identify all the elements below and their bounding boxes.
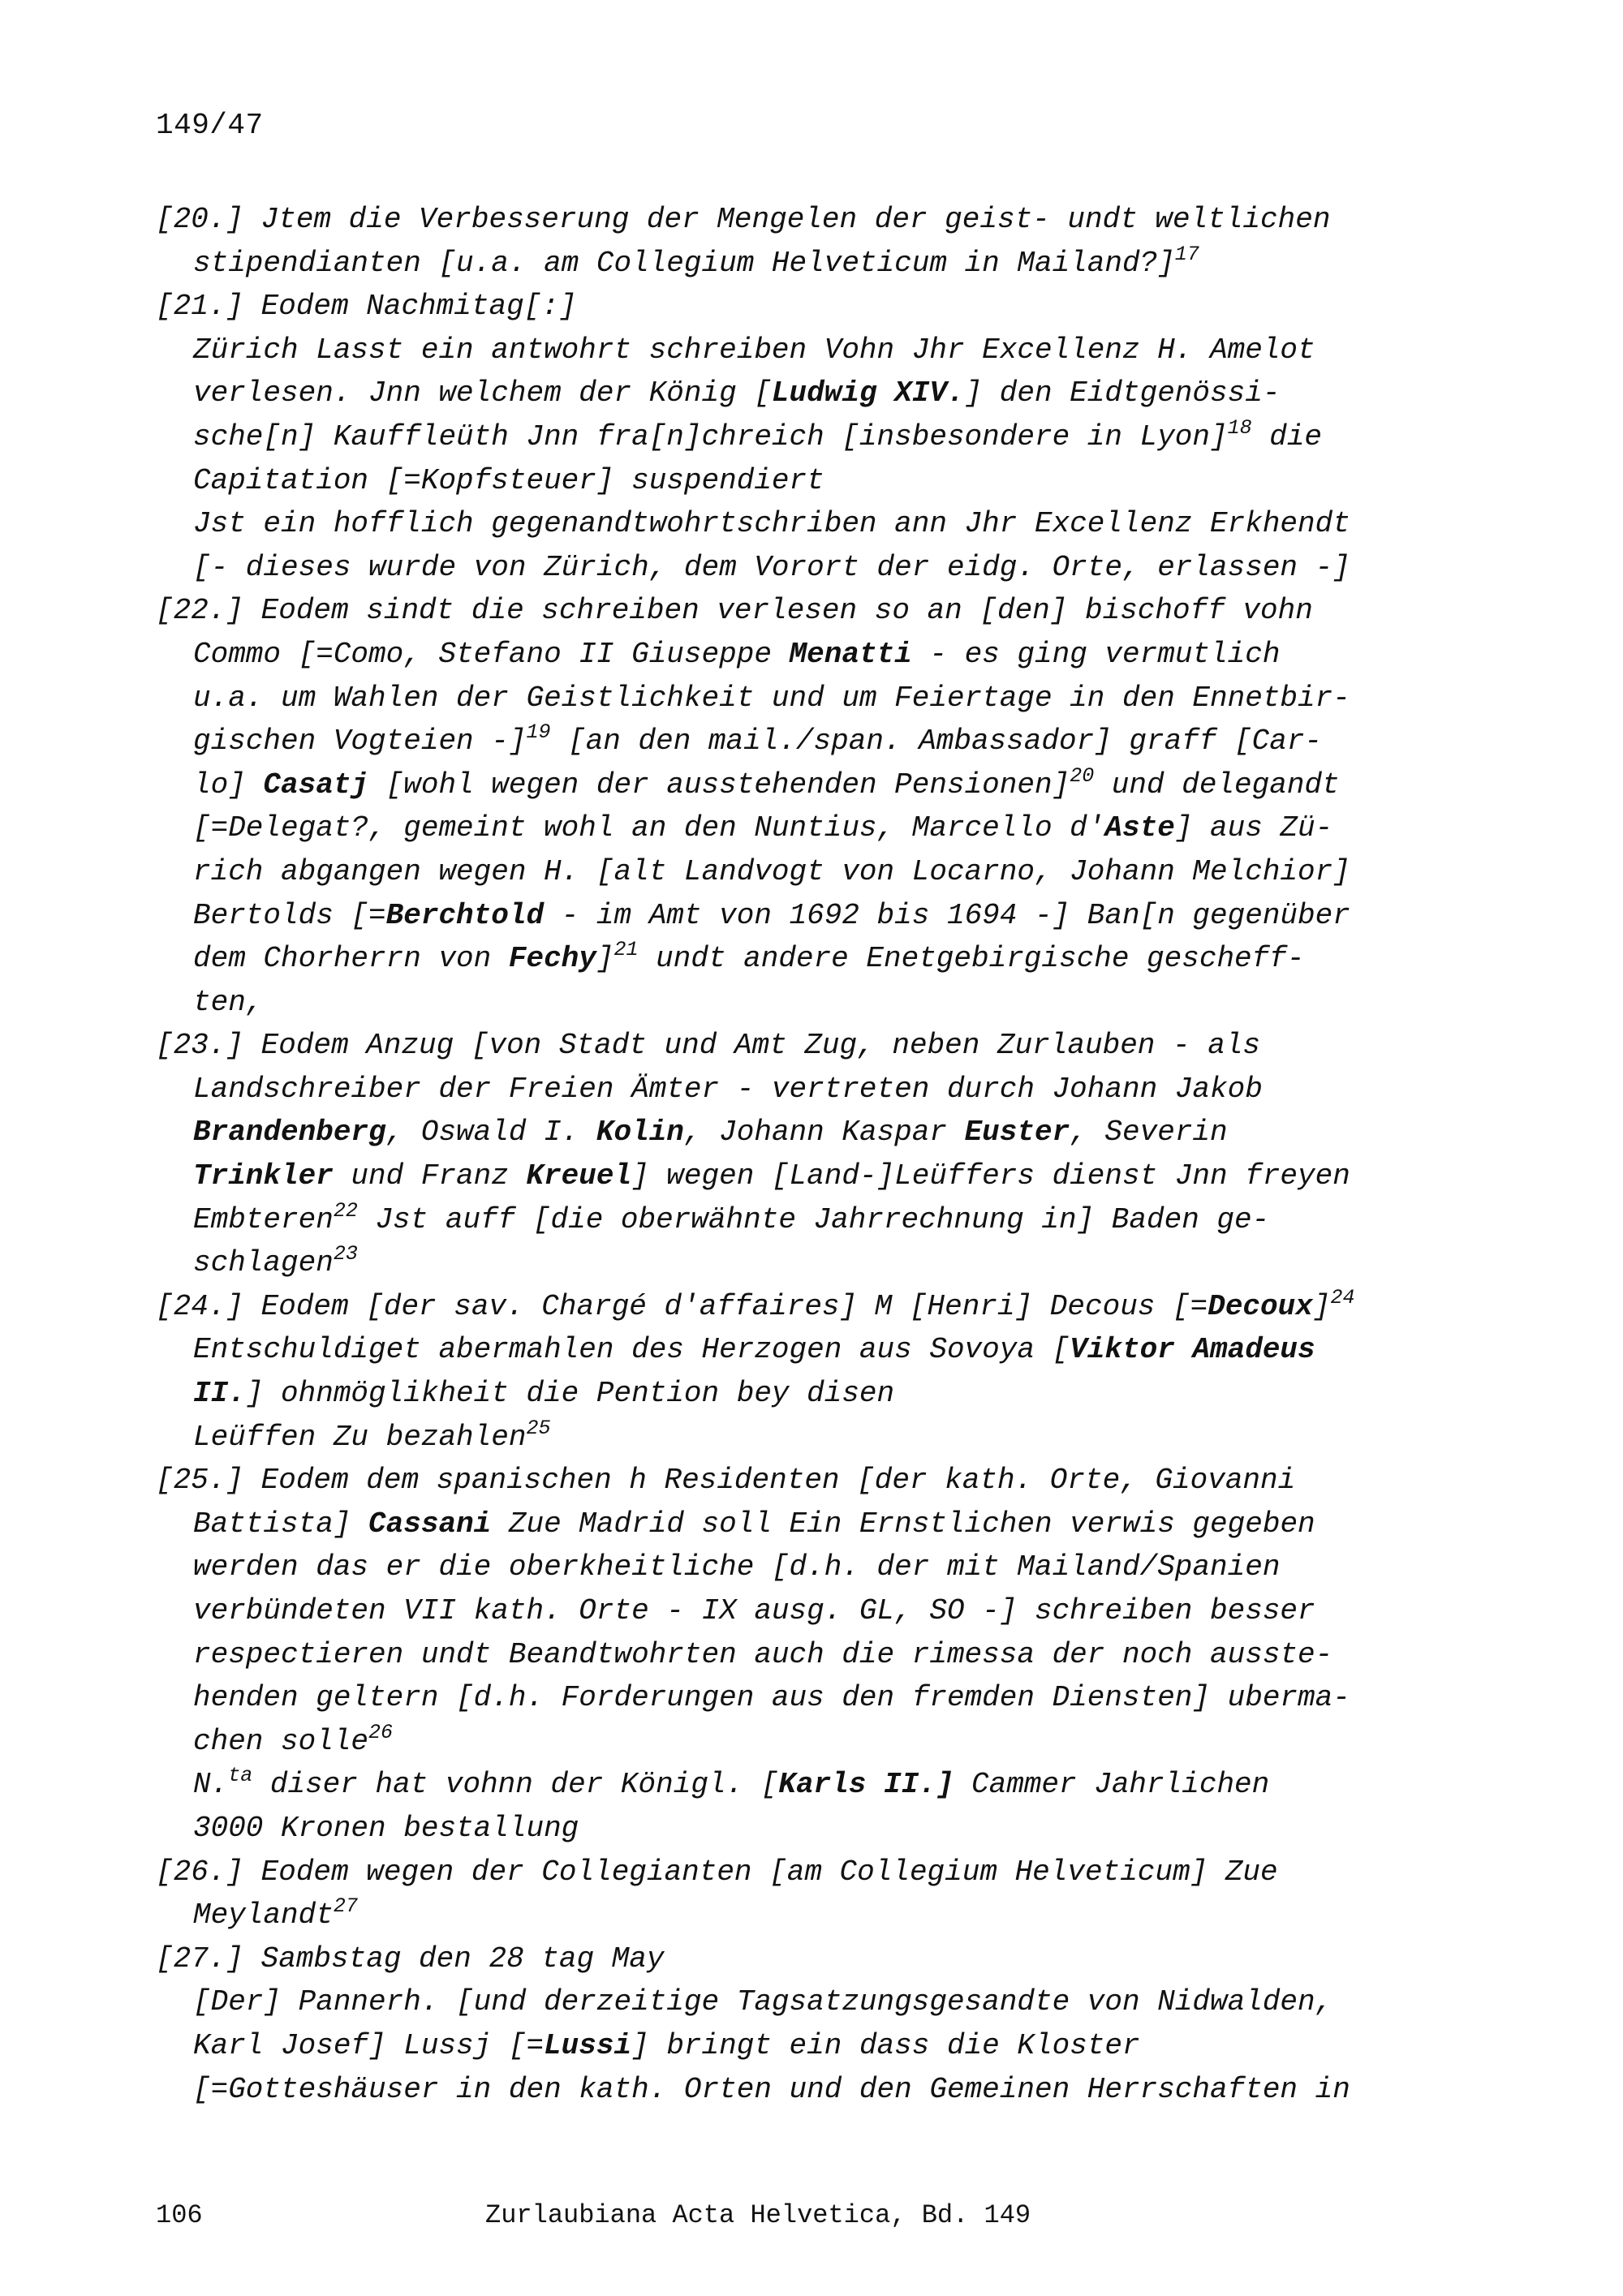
- text-segment: Landschreiber der Freien Ämter - vertreten durch Johann Jakob: [193, 1072, 1263, 1106]
- text-line: [156, 589, 1422, 633]
- text-segment: und delegandt: [1094, 767, 1340, 802]
- text-segment: gischen Vogteien -]: [193, 724, 527, 759]
- text-line: [156, 1328, 1422, 1372]
- text-line: [156, 1546, 1422, 1589]
- text-segment: [an den mail./span. Ambassador] graff [Car-: [550, 724, 1323, 759]
- text-segment: ten,: [193, 985, 264, 1019]
- text-segment: Jst auff [die oberwähnte Jahrrechnung in] Baden ge-: [357, 1202, 1270, 1236]
- text-segment: [26.] Eodem wegen der Collegianten [am Collegium Helveticum] Zue: [156, 1855, 1278, 1889]
- text-line: [156, 1676, 1422, 1720]
- text-segment: - im Amt von 1692 bis 1694 -] Ban[n gegenüber: [544, 898, 1350, 932]
- text-line: [156, 1851, 1422, 1894]
- text-line: [156, 1416, 1422, 1460]
- text-segment: werden das er die oberkheitliche [d.h. der mit Mailand/Spanien: [193, 1550, 1281, 1584]
- text-segment: ]: [1312, 1289, 1331, 1323]
- text-segment: stipendianten [u.a. am Collegium Helveticum in Mailand?]: [193, 246, 1175, 280]
- text-segment: Karl Josef] Lussj [=: [193, 2028, 545, 2062]
- text-segment: - es ging vermutlich: [911, 637, 1281, 671]
- text-segment: Commo [=Como, Stefano II Giuseppe: [193, 637, 790, 671]
- bold-name: Karls II.]: [778, 1768, 954, 1802]
- text-line: [156, 1589, 1422, 1633]
- text-segment: ]: [596, 942, 614, 976]
- text-segment: verbündeten VII kath. Orte - IX ausg. GL, SO -] schreiben besser: [193, 1594, 1315, 1627]
- text-line: [156, 1111, 1422, 1154]
- text-line: [156, 894, 1422, 938]
- text-line: [156, 1068, 1422, 1111]
- text-segment: schlagen: [193, 1246, 334, 1280]
- text-line: [156, 1154, 1422, 1198]
- footnote-ref: 23: [333, 1242, 358, 1266]
- text-segment: [=Gotteshäuser in den kath. Orten und den Gemeinen Herrschaften in: [193, 2072, 1350, 2106]
- text-line: [156, 1807, 1422, 1851]
- text-line: [156, 937, 1422, 981]
- text-segment: ] ohnmöglikheit die Pention bey disen: [245, 1377, 895, 1411]
- bold-name: Aste: [1104, 811, 1175, 845]
- text-segment: Zue Madrid soll Ein Ernstlichen verwis gegeben: [491, 1507, 1315, 1541]
- text-segment: respectieren undt Beandtwohrten auch die rimessa der noch ausste-: [193, 1637, 1333, 1671]
- text-line: [156, 1198, 1422, 1242]
- text-line: [156, 1937, 1422, 1981]
- text-segment: Embteren: [193, 1202, 334, 1236]
- text-segment: die: [1251, 419, 1323, 454]
- footnote-ref: 18: [1227, 415, 1252, 440]
- text-segment: undt andere Enetgebirgische gescheff-: [638, 942, 1305, 976]
- text-segment: ] aus Zü-: [1174, 811, 1333, 845]
- text-line: [156, 1285, 1422, 1329]
- text-segment: [- dieses wurde von Zürich, dem Vorort der eidg. Orte, erlassen -]: [193, 550, 1350, 584]
- bold-name: II.: [193, 1377, 246, 1411]
- text-segment: dem Chorherrn von: [193, 942, 509, 976]
- bold-name: Berchtold: [385, 898, 545, 932]
- text-segment: [=Delegat?, gemeint wohl an den Nuntius, Marcello d': [193, 811, 1105, 845]
- bold-name: Kolin: [596, 1116, 684, 1150]
- text-line: [156, 372, 1422, 415]
- text-segment: [20.] Jtem die Verbesserung der Mengelen der geist- undt weltlichen: [156, 203, 1331, 236]
- text-segment: Bertolds [=: [193, 898, 386, 932]
- footnote-ref: 27: [333, 1894, 358, 1919]
- text-line: [156, 1372, 1422, 1416]
- text-line: [156, 502, 1422, 546]
- text-segment: Capitation [=Kopfsteuer] suspendiert: [193, 463, 824, 497]
- text-line: [156, 415, 1422, 459]
- footnote-ref: 20: [1070, 763, 1095, 788]
- footnote-ref: 17: [1174, 242, 1199, 266]
- bold-name: Menatti: [789, 637, 912, 671]
- text-segment: henden geltern [d.h. Forderungen aus den fremden Diensten] uberma-: [193, 1681, 1350, 1715]
- text-line: [156, 1980, 1422, 2024]
- bold-name: Trinkler: [193, 1159, 334, 1193]
- text-line: [156, 981, 1422, 1025]
- text-segment: , Severin: [1070, 1116, 1228, 1150]
- text-line: [156, 1763, 1422, 1807]
- text-line: [156, 633, 1422, 677]
- text-segment: 3000 Kronen bestallung: [193, 1811, 579, 1845]
- bold-name: Viktor Amadeus: [1070, 1333, 1315, 1367]
- bold-name: Lussi: [544, 2028, 632, 2062]
- text-segment: [wohl wegen der ausstehenden Pensionen]: [368, 767, 1070, 802]
- bold-name: Fechy: [508, 942, 596, 976]
- text-segment: chen solle: [193, 1724, 369, 1758]
- footnote-ref: 25: [526, 1416, 551, 1440]
- text-segment: verlesen. Jnn welchem der König [: [193, 376, 772, 411]
- footnote-ref: 22: [333, 1198, 358, 1223]
- bold-name: Ludwig XIV.: [771, 376, 965, 411]
- text-segment: sche[n] Kauffleüth Jnn fra[n]chreich [insbesondere in Lyon]: [193, 419, 1228, 454]
- text-line: [156, 1024, 1422, 1068]
- text-segment: rich abgangen wegen H. [alt Landvogt von Locarno, Johann Melchior]: [193, 854, 1350, 888]
- text-line: [156, 546, 1422, 590]
- text-segment: Zürich Lasst ein antwohrt schreiben Vohn Jhr Excellenz H. Amelot: [193, 333, 1315, 367]
- text-segment: , Oswald I.: [385, 1116, 596, 1150]
- bold-name: Casatj: [263, 767, 369, 802]
- text-segment: , Johann Kaspar: [683, 1116, 965, 1150]
- text-segment: Battista]: [193, 1507, 369, 1541]
- bold-name: Decoux: [1208, 1289, 1313, 1323]
- bold-name: Brandenberg: [193, 1116, 386, 1150]
- document-body: [156, 198, 1422, 2111]
- text-segment: lo]: [193, 767, 264, 802]
- text-segment: und Franz: [333, 1159, 527, 1193]
- text-line: [156, 1633, 1422, 1677]
- text-line: [156, 198, 1422, 242]
- text-segment: Cammer Jahrlichen: [954, 1768, 1270, 1802]
- bold-name: Cassani: [368, 1507, 492, 1541]
- page-code: 149/47: [156, 109, 264, 142]
- footnote-ref: 21: [613, 938, 639, 962]
- text-line: [156, 1894, 1422, 1937]
- text-segment: Leüffen Zu bezahlen: [193, 1420, 527, 1454]
- text-segment: diser hat vohnn der Königl. [: [252, 1768, 779, 1802]
- text-segment: [21.] Eodem Nachmitag[:]: [156, 290, 577, 324]
- text-segment: [25.] Eodem dem spanischen h Residenten [der kath. Orte, Giovanni: [156, 1464, 1296, 1498]
- text-segment: [22.] Eodem sindt die schreiben verlesen so an [den] bischoff vohn: [156, 594, 1313, 628]
- text-line: [156, 329, 1422, 372]
- footnote-ref: 24: [1330, 1285, 1355, 1309]
- text-segment: [24.] Eodem [der sav. Chargé d'affaires] M [Henri] Decous [=: [156, 1289, 1208, 1323]
- text-segment: Meylandt: [193, 1898, 334, 1933]
- footer-publication-title: Zurlaubiana Acta Helvetica, Bd. 149: [485, 2200, 1031, 2230]
- text-segment: Jst ein hofflich gegenandtwohrtschriben ann Jhr Excellenz Erkhendt: [193, 507, 1350, 541]
- text-segment: Entschuldiget abermahlen des Herzogen aus Sovoya [: [193, 1333, 1070, 1367]
- text-segment: u.a. um Wahlen der Geistlichkeit und um Feiertage in den Ennetbir-: [193, 681, 1350, 715]
- text-line: [156, 720, 1422, 763]
- text-line: [156, 677, 1422, 720]
- bold-name: Kreuel: [526, 1159, 632, 1193]
- footer-page-number: 106: [156, 2200, 203, 2230]
- text-segment: [27.] Sambstag den 28 tag May: [156, 1941, 665, 1976]
- text-line: [156, 2024, 1422, 2068]
- text-line: [156, 806, 1422, 850]
- text-line: [156, 285, 1422, 329]
- text-line: [156, 1459, 1422, 1503]
- text-line: [156, 1720, 1422, 1764]
- text-line: [156, 763, 1422, 807]
- footnote-ref: 26: [368, 1720, 394, 1744]
- text-segment: [23.] Eodem Anzug [von Stadt und Amt Zug, neben Zurlauben - als: [156, 1029, 1261, 1063]
- text-line: [156, 1503, 1422, 1546]
- text-segment: ] wegen [Land-]Leüffers dienst Jnn freyen: [631, 1159, 1350, 1193]
- text-line: [156, 2068, 1422, 2112]
- bold-name: Euster: [964, 1116, 1070, 1150]
- text-segment: ] bringt ein dass die Kloster: [631, 2028, 1140, 2062]
- text-line: [156, 242, 1422, 286]
- text-segment: [Der] Pannerh. [und derzeitige Tagsatzungsgesandte von Nidwalden,: [193, 1985, 1333, 2019]
- text-segment: N.: [193, 1768, 229, 1802]
- footnote-ref: ta: [228, 1764, 253, 1788]
- text-line: [156, 1241, 1422, 1285]
- text-line: [156, 850, 1422, 894]
- footnote-ref: 19: [526, 720, 551, 745]
- text-segment: ] den Eidtgenössi-: [964, 376, 1281, 411]
- text-line: [156, 459, 1422, 503]
